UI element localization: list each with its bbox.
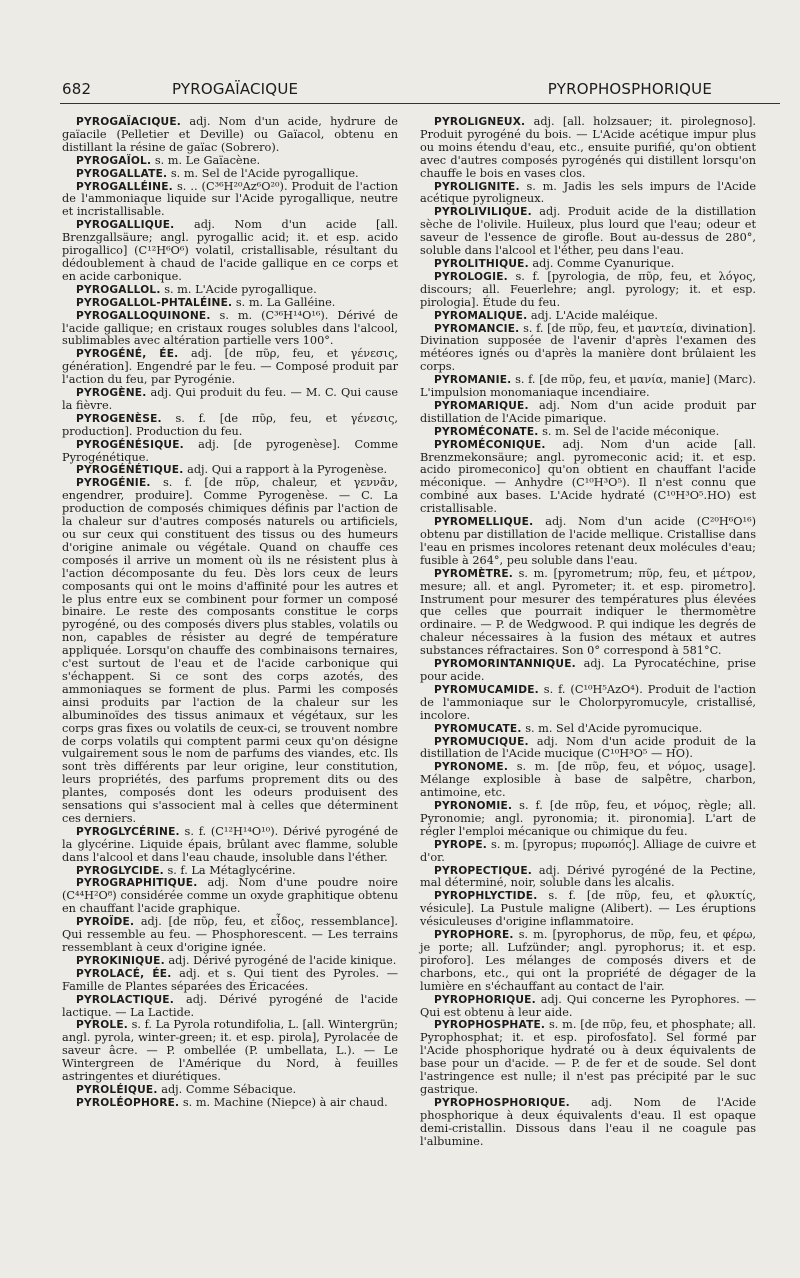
dictionary-entry	[62, 994, 398, 1020]
entry-headword: PYROPHLYCTIDE.	[434, 890, 538, 903]
entry-headword: PYROPHORE.	[434, 929, 514, 942]
entry-definition: s. f. [de πῦρ, feu, et γένεσις, production]. Production du feu.	[62, 411, 398, 438]
entry-definition: s. f. [de πῦρ, feu, et μαντεία, divination]. Divination supposée de l'avenir d'après l'examen des météores ignés ou d'après la manière dont brûlaient les corps.	[420, 321, 756, 374]
entry-headword: PYROGLYCÉRINE.	[76, 825, 180, 838]
dictionary-entry	[62, 477, 398, 825]
entry-definition: adj. Qui produit du feu. — M. C. Qui cause la fièvre.	[62, 386, 398, 412]
dictionary-entry	[420, 568, 756, 658]
entry-headword: PYROGÉNÉSIQUE.	[76, 438, 184, 451]
left-running-head: PYROGAÏACIQUE	[172, 80, 299, 98]
entry-headword: PYROMUCAMIDE.	[434, 683, 539, 696]
entry-headword: PYROMÈTRE.	[434, 567, 514, 580]
entry-headword: PYROPE.	[434, 838, 488, 851]
entry-definition: s. f. [de πῦρ, feu, et μανία, manie] (Marc). L'impulsion monomaniaque incendiaire.	[420, 373, 756, 400]
dictionary-entry	[420, 800, 756, 839]
dictionary-entry	[62, 387, 398, 413]
dictionary-entry	[420, 865, 756, 891]
entry-definition: adj. L'Acide maléique.	[530, 308, 658, 322]
dictionary-entry	[420, 890, 756, 929]
entry-headword: PYROLÉIQUE.	[76, 1083, 158, 1096]
entry-definition: adj. [all. holzsauer; it. pirolegnoso]. Produit pyrogéné du bois. — L'Acide acétique impur plus ou moins étendu d'eau, etc., ensuite purifié, qu'on obtient avec d'autres composés pyrogénés qui distillent lorsqu'on chauffe le bois en vases clos.	[420, 115, 756, 180]
entry-headword: PYROGALLOQUINONE.	[76, 309, 211, 322]
dictionary-entry	[420, 323, 756, 375]
entry-definition: adj. Nom d'un acide (C²⁰H⁶O¹⁶) obtenu par distillation de l'acide mellique. Cristallise dans l'eau en prismes incolores retenant deux molécules d'eau; fusible à 264°, peu soluble dans l'eau.	[420, 515, 756, 567]
entry-headword: PYROLE.	[76, 1019, 129, 1032]
entry-headword: PYROKINIQUE.	[76, 954, 165, 967]
entry-headword: PYRONOMIE.	[434, 800, 513, 813]
dictionary-entry	[62, 877, 398, 916]
entry-headword: PYROGALLÉINE.	[76, 180, 173, 193]
entry-headword: PYROMELLIQUE.	[434, 516, 534, 529]
dictionary-entry	[62, 116, 398, 155]
dictionary-entry	[62, 1097, 398, 1110]
entry-definition: s. f. (C¹²H¹⁴O¹⁰). Dérivé pyrogéné de la glycérine. Liquide épais, brûlant avec flamme, soluble dans l'alcool et dans l'eau chaude, insoluble dans l'éther.	[62, 824, 399, 864]
dictionary-entry	[420, 374, 756, 400]
entry-definition: adj. [de pyrogenèse]. Comme Pyrogénétique.	[62, 437, 399, 464]
entry-headword: PYROGLYCIDE.	[76, 864, 164, 877]
entry-definition: adj. Nom d'une poudre noire (C⁴⁴H²O⁸) considérée comme un oxyde graphitique obtenu en chauffant l'acide graphique.	[62, 876, 398, 916]
entry-headword: PYROPHOSPHORIQUE.	[434, 1096, 570, 1109]
dictionary-entry	[62, 1019, 398, 1084]
dictionary-entry	[420, 658, 756, 684]
entry-headword: PYROPHOSPHATE.	[434, 1019, 546, 1032]
entry-headword: PYROLIGNITE.	[434, 180, 520, 193]
entry-definition: s. f. La Métaglycérine.	[167, 863, 296, 877]
entry-headword: PYROMUCIQUE.	[434, 735, 529, 748]
right-running-head: PYROPHOSPHORIQUE	[547, 80, 712, 98]
dictionary-entry	[420, 1097, 756, 1149]
entry-definition: s. m. [pyrophorus, de πῦρ, feu, et φέρω, je porte; all. Lufzünder; angl. pyrophorus; it. et esp. piroforo]. Les mélanges de composés divers et de charbons, etc., qui ont la propriété de dégager de la lumière en s'échauffant au contact de l'air.	[420, 928, 757, 993]
entry-definition: s. m. Jadis les sels impurs de l'Acide acétique pyroligneux.	[420, 179, 757, 206]
dictionary-entry	[420, 439, 756, 516]
entry-definition: s. f. [de πῦρ, chaleur, et γεννᾶν, engendrer, produire]. Comme Pyrogenèse. — C. La production de composés chimiques définis par l'action de la chaleur sur d'autres composés naturels ou artificiels, ou sur ceux qui constituent des tissus ou des humeurs d'origine animale ou végétale. Quand on chauffe ces composés il arrive un moment où ils ne résistent plus à l'action décomposante du feu. Dès lors ceux de leurs composants qui ont le moins d'affinité pour les autres et le plus entre eux se combinent pour former un composé binaire. Le reste des composants constitue le corps pyrogéné, ou des composés divers plus stables, volatils ou non, capables de résister au degré de température appliquée. Lorsqu'on chauffe des combinaisons ternaires, c'est surtout de l'eau et de l'acide carbonique qui s'échappent. Si ce sont des corps azotés, des ammoniaques se forment de plus. Parmi les composés ainsi produits par l'action de la chaleur sur les albuminoïdes des tissus animaux et végétaux, sur les corps gras fixes ou volatils de ceux-ci, se trouvent nombre de corps volatils qui comptent parmi ceux qu'on désigne vulgairement sous le nom de parfums des viandes, etc. Ils sont très différents par leur origine, leur constitution, leurs propriétés, des parfums proprement dits ou des plantes, composés dont les odeurs produisent des sensations qui s'associent mal à celles que déterminent ces derniers.	[62, 476, 399, 825]
entry-definition: s. m. La Galléine.	[235, 295, 336, 309]
entry-definition: s. f. [pyrologia, de πῦρ, feu, et λόγος, discours; all. Feuerlehre; angl. pyrology; it. et esp. pirologia]. Étude du feu.	[420, 269, 756, 309]
entry-definition: adj. La Pyrocatéchine, prise pour acide.	[420, 657, 756, 683]
entry-headword: PYROMANIE.	[434, 374, 512, 387]
entry-definition: s. f. [de πῦρ, feu, et νόμος, règle; all. Pyronomie; angl. pyronomia; it. pironomia]. L'art de régler l'emploi mécanique ou chimique du feu.	[420, 799, 757, 838]
entry-headword: PYROGAÏACIQUE.	[76, 116, 182, 128]
entry-headword: PYROGÉNÉ, ÉE.	[76, 348, 179, 361]
entry-definition: s. f. [de πῦρ, feu, et φλυκτίς, vésicule]. La Pustule maligne (Alibert). — Les éruptions vésiculeuses d'origine inflammatoire.	[420, 889, 756, 929]
dictionary-entry	[62, 284, 398, 297]
dictionary-entry	[420, 206, 756, 258]
page-number: 682	[62, 80, 92, 98]
entry-headword: PYROMORINTANNIQUE.	[434, 658, 576, 671]
entry-definition: s. m. [de πῦρ, feu, et νόμος, usage]. Mélange explosible à base de salpêtre, charbon, antimoine, etc.	[420, 760, 756, 800]
dictionary-entry	[62, 439, 398, 465]
dictionary-entry	[62, 916, 398, 955]
entry-headword: PYROGÈNE.	[76, 387, 147, 400]
entry-headword: PYROMUCATE.	[434, 722, 522, 735]
entry-headword: PYROMARIQUE.	[434, 399, 529, 412]
entry-headword: PYROGÉNÉTIQUE.	[76, 464, 184, 477]
dictionary-entry	[62, 181, 398, 220]
entry-headword: PYROMALIQUE.	[434, 309, 528, 322]
dictionary-entry	[420, 839, 756, 865]
dictionary-entry	[420, 516, 756, 568]
entry-definition: adj. Dérivé pyrogéné de l'acide kinique.	[168, 953, 397, 967]
entry-headword: PYROÏDE.	[76, 916, 135, 929]
entry-headword: PYROGALLIQUE.	[76, 219, 175, 232]
entry-headword: PYROMANCIE.	[434, 322, 520, 335]
entry-headword: PYROGALLATE.	[76, 167, 168, 180]
dictionary-entry	[420, 929, 756, 994]
entry-definition: s. m. L'Acide pyrogallique.	[164, 282, 317, 296]
entry-headword: PYRONOME.	[434, 761, 509, 774]
dictionary-entry	[420, 271, 756, 310]
dictionary-entry	[62, 310, 398, 349]
entry-definition: s. m. (C³⁶H¹⁴O¹⁶). Dérivé de l'acide gallique; en cristaux rouges solubles dans l'alcool, sublimables avec altération partielle vers 100°.	[62, 308, 398, 348]
dictionary-entry	[420, 400, 756, 426]
entry-definition: adj. Nom d'un acide [all. Brenzmekonsäure; angl. pyromeconic acid; it. et esp. acido piromeconico] qu'on obtient en chauffant l'acide méconique. — Anhydre (C¹⁰H³O⁵). Il n'est connu que combiné aux bases. L'Acide hydraté (C¹⁰H³O⁵.HO) est cristallisable.	[420, 437, 757, 516]
dictionary-entry	[420, 181, 756, 207]
entry-headword: PYROPECTIQUE.	[434, 864, 533, 877]
dictionary-entry	[420, 994, 756, 1020]
entry-definition: s. m. Sel de l'Acide pyrogallique.	[170, 166, 359, 180]
entry-definition: s. m. [de πῦρ, feu, et phosphate; all. Pyrophosphat; it. et esp. pirofosfato]. Sel formé par l'Acide phosphorique hydraté ou à deux équivalents de base pour un d'acide. — P. de fer et de soude. Sel dont l'astringence est nulle; il n'est pas précipité par le suc gastrique.	[420, 1018, 757, 1096]
entry-definition: s. m. Machine (Niepce) à air chaud.	[182, 1095, 388, 1109]
entry-headword: PYROGAÏOL.	[76, 154, 152, 167]
entry-definition: s. m. Sel d'Acide pyromucique.	[525, 721, 703, 735]
entry-definition: adj. Nom d'un acide produit par distillation de l'Acide pimarique.	[420, 398, 756, 425]
entry-headword: PYROMÉCONIQUE.	[434, 438, 546, 451]
dictionary-entry	[420, 1019, 756, 1096]
entry-definition: s. f. (C¹⁰H⁵AzO⁴). Produit de l'action de l'ammoniaque sur le Cholorpyromucyle, cristallisé, incolore.	[420, 682, 756, 722]
entry-definition: adj. Nom d'un acide, hydrure de gaïacile (Pelletier et Deville) ou Gaïacol, obtenu en distillant la résine de gaïac (Sobrero).	[62, 115, 398, 154]
left-column	[62, 116, 398, 1110]
entry-definition: adj. Qui a rapport à la Pyrogenèse.	[187, 463, 388, 477]
entry-definition: adj. Dérivé pyrogéné de la Pectine, mal déterminé, noir, soluble dans les alcalis.	[420, 863, 756, 890]
entry-definition: adj. Dérivé pyrogéné de l'acide lactique. — La Lactide.	[62, 992, 398, 1019]
entry-headword: PYROLÉOPHORE.	[76, 1096, 180, 1109]
entry-headword: PYROGALLOL.	[76, 283, 161, 296]
entry-definition: s. .. (C³⁶H²⁰Az⁶O²⁰). Produit de l'action de l'ammoniaque liquide sur l'Acide pyrogallique, neutre et incristallisable.	[62, 179, 399, 219]
entry-definition: adj. Qui concerne les Pyrophores. — Qui est obtenu à leur aide.	[420, 992, 757, 1019]
entry-headword: PYROGRAPHITIQUE.	[76, 877, 198, 890]
entry-definition: adj. Nom de l'Acide phosphorique à deux équivalents d'eau. Il est opaque demi-cristallin. Dissous dans l'eau il ne coagule pas l'albumine.	[420, 1095, 757, 1148]
entry-definition: s. m. [pyrometrum; πῦρ, feu, et μέτρον, mesure; all. et angl. Pyrometer; it. et esp. pirometro]. Instrument pour mesurer des températures plus élevées que celles que pourrait indiquer le thermomètre ordinaire. — P. de Wedgwood. P. qui indique les degrés de chaleur nécessaires à la fusion des métaux et autres substances réfractaires. Son 0° correspond à 581°C.	[420, 566, 757, 658]
entry-headword: PYROLITHIQUE.	[434, 257, 529, 270]
entry-headword: PYROMÉCONATE.	[434, 425, 539, 438]
entry-definition: adj. [de πῦρ, feu, et εἶδος, ressemblance]. Qui ressemble au feu. — Phosphorescent. — Les terrains ressemblant à ceux d'origine ignée.	[62, 915, 398, 954]
entry-definition: s. m. Sel de l'acide méconique.	[542, 424, 720, 438]
entry-headword: PYROLOGIE.	[434, 270, 508, 283]
entry-definition: s. f. La Pyrola rotundifolia, L. [all. Wintergrün; angl. pyrola, winter-green; it. et esp. pirola], Pyrolacée de saveur âcre. — P. ombellée (P. umbellata, L.). — Le Wintergreen de l'Amérique du Nord, à feuilles astringentes et diurétiques.	[62, 1018, 398, 1084]
entry-definition: s. m. Le Gaïacène.	[154, 153, 261, 167]
entry-headword: PYROLIGNEUX.	[434, 116, 526, 128]
entry-headword: PYROLIVILIQUE.	[434, 206, 532, 219]
dictionary-entry	[420, 761, 756, 800]
dictionary-entry	[62, 826, 398, 865]
entry-definition: s. m. [pyropus; πυρωπός]. Alliage de cuivre et d'or.	[420, 837, 757, 864]
entry-headword: PYROLACTIQUE.	[76, 993, 174, 1006]
entry-definition: adj. Nom d'un acide [all. Brenzgallsäure; angl. pyrogallic acid; it. et esp. acido pirogallico] (C¹²H⁶O⁶) volatil, cristallisable, résultant du dédoublement à chaud de l'acide gallique en ce corps et en acide carbonique.	[62, 218, 399, 283]
dictionary-entry	[420, 116, 756, 181]
dictionary-entry	[62, 348, 398, 387]
entry-definition: adj. Produit acide de la distillation sèche de l'olivile. Huileux, plus lourd que l'eau; odeur et saveur de l'essence de girofle. Bout au-dessus de 280°, soluble dans l'alcool et l'éther, peu dans l'eau.	[420, 205, 757, 258]
dictionary-entry	[62, 413, 398, 439]
dictionary-entry	[420, 736, 756, 762]
entry-headword: PYROGENÈSE.	[76, 412, 162, 425]
entry-definition: adj. Comme Sébacique.	[161, 1082, 297, 1096]
entry-definition: adj. et s. Qui tient des Pyroles. — Famille de Plantes séparées des Éricacées.	[62, 966, 399, 993]
dictionary-entry	[62, 219, 398, 284]
entry-definition: adj. Nom d'un acide produit de la distillation de l'Acide mucique (C¹⁰H³O⁵ — HO).	[420, 734, 756, 761]
header-rule	[60, 103, 780, 104]
entry-headword: PYROGALLOL-PHTALÉINE.	[76, 296, 233, 309]
entry-headword: PYROPHORIQUE.	[434, 993, 536, 1006]
entry-headword: PYROGÉNIE.	[76, 477, 151, 490]
entry-definition: adj. [de πῦρ, feu, et γένεσις, génération]. Engendré par le feu. — Composé produit par l'action du feu, par Pyrogénie.	[62, 347, 398, 387]
entry-headword: PYROLACÉ, ÉE.	[76, 967, 172, 980]
dictionary-entry	[420, 684, 756, 723]
entry-definition: adj. Comme Cyanurique.	[532, 256, 675, 270]
dictionary-entry	[62, 968, 398, 994]
right-column	[420, 116, 756, 1149]
